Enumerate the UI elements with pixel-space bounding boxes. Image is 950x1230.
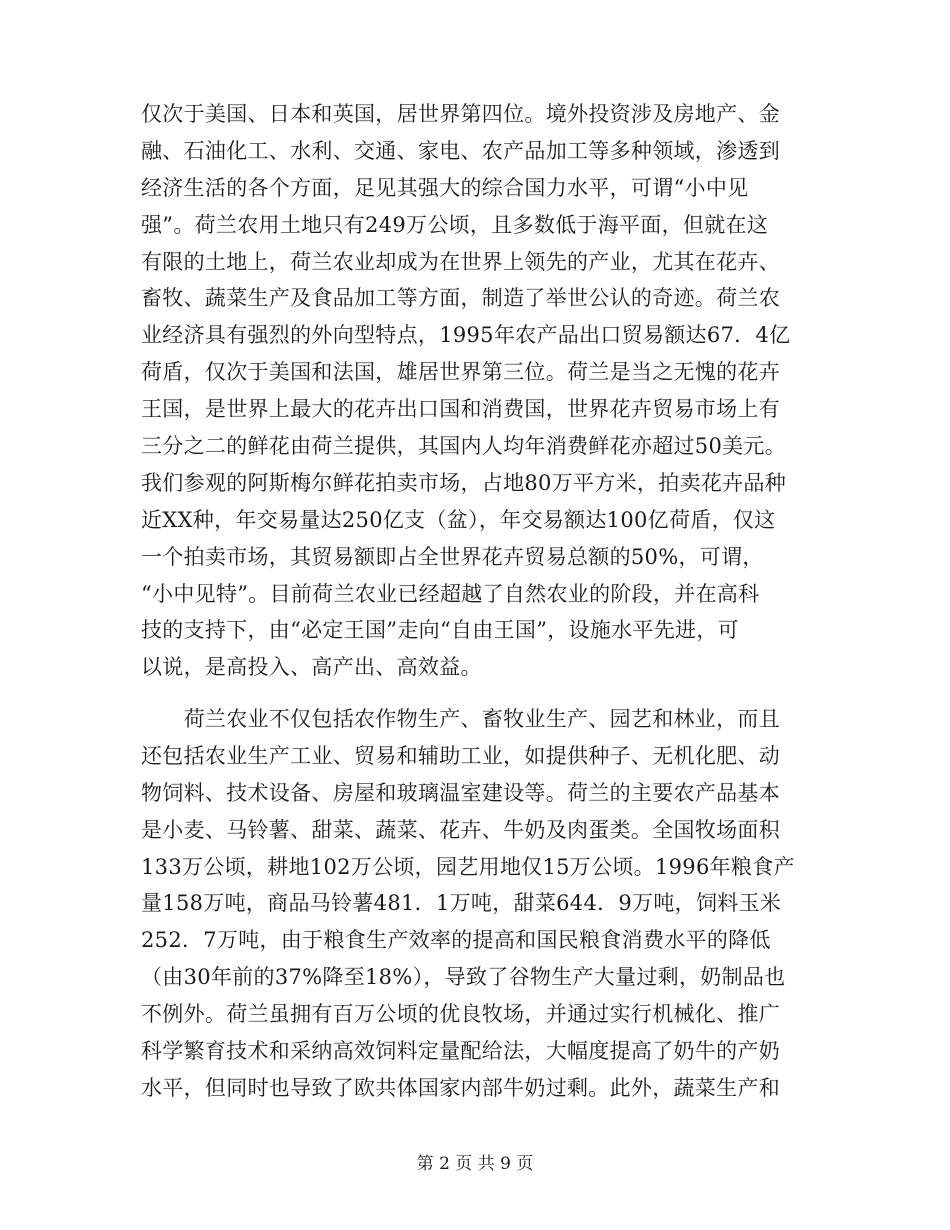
text-line: 经济生活的各个方面，足见其强大的综合国力水平，可谓“小中见 — [141, 175, 749, 200]
text-line: 水平，但同时也导致了欧共体国家内部牛奶过剩。此外，蔬菜生产和 — [141, 1075, 780, 1100]
text-line: 量158万吨，商品马铃薯481．1万吨，甜菜644．9万吨，饲料玉米 — [141, 891, 782, 916]
text-line: 有限的土地上，荷兰农业却成为在世界上领先的产业，尤其在花卉、 — [141, 249, 780, 274]
text-line: 融、石油化工、水利、交通、家电、农产品加工等多种领域，渗透到 — [141, 138, 780, 163]
text-line: “小中见特”。目前荷兰农业已经超越了自然农业的阶段，并在高科 — [141, 581, 760, 606]
text-line: 王国，是世界上最大的花卉出口国和消费国，世界花卉贸易市场上有 — [141, 397, 780, 422]
text-line: 以说，是高投入、高产出、高效益。 — [141, 655, 482, 680]
paragraph — [141, 701, 821, 1107]
text-line: 一个拍卖市场，其贸易额即占全世界花卉贸易总额的50%，可谓， — [141, 544, 764, 569]
text-line: 还包括农业生产工业、贸易和辅助工业，如提供种子、无机化肥、动 — [141, 743, 780, 768]
text-line: 荷兰农业不仅包括农作物生产、畜牧业生产、园艺和林业，而且 — [141, 707, 780, 731]
paragraph — [141, 96, 821, 686]
text-line: 物饲料、技术设备、房屋和玻璃温室建设等。荷兰的主要农产品基本 — [141, 780, 780, 805]
text-line: 畜牧、蔬菜生产及食品加工等方面，制造了举世公认的奇迹。荷兰农 — [141, 286, 780, 311]
text-line: 仅次于美国、日本和英国，居世界第四位。境外投资涉及房地产、金 — [141, 102, 780, 126]
text-line: 科学繁育技术和采纳高效饲料定量配给法，大幅度提高了奶牛的产奶 — [141, 1039, 780, 1064]
text-line: （由30年前的37%降至18%），导致了谷物生产大量过剩，奶制品也 — [141, 965, 786, 990]
text-line: 我们参观的阿斯梅尔鲜花拍卖市场，占地80万平方米，拍卖花卉品种 — [141, 470, 787, 495]
text-line: 强”。荷兰农用土地只有249万公顷，且多数低于海平面，但就在这 — [141, 212, 769, 237]
text-line: 是小麦、马铃薯、甜菜、蔬菜、花卉、牛奶及肉蛋类。全国牧场面积 — [141, 817, 780, 842]
text-line: 133万公顷，耕地102万公顷，园艺用地仅15万公顷。1996年粮食产 — [141, 854, 795, 879]
text-line: 业经济具有强烈的外向型特点，1995年农产品出口贸易额达67．4亿 — [141, 323, 791, 348]
text-line: 技的支持下，由“必定王国”走向“自由王国”，设施水平先进，可 — [141, 618, 739, 643]
page-footer: 第 2 页 共 9 页 — [416, 1154, 534, 1174]
text-line: 252．7万吨，由于粮食生产效率的提高和国民粮食消费水平的降低 — [141, 928, 771, 953]
text-line: 不例外。荷兰虽拥有百万公顷的优良牧场，并通过实行机械化、推广 — [141, 1002, 780, 1027]
text-line: 荷盾，仅次于美国和法国，雄居世界第三位。荷兰是当之无愧的花卉 — [141, 360, 780, 385]
text-line: 近XX种，年交易量达250亿支（盆），年交易额达100亿荷盾，仅这 — [141, 507, 776, 532]
text-line: 三分之二的鲜花由荷兰提供，其国内人均年消费鲜花亦超过50美元。 — [141, 434, 787, 459]
